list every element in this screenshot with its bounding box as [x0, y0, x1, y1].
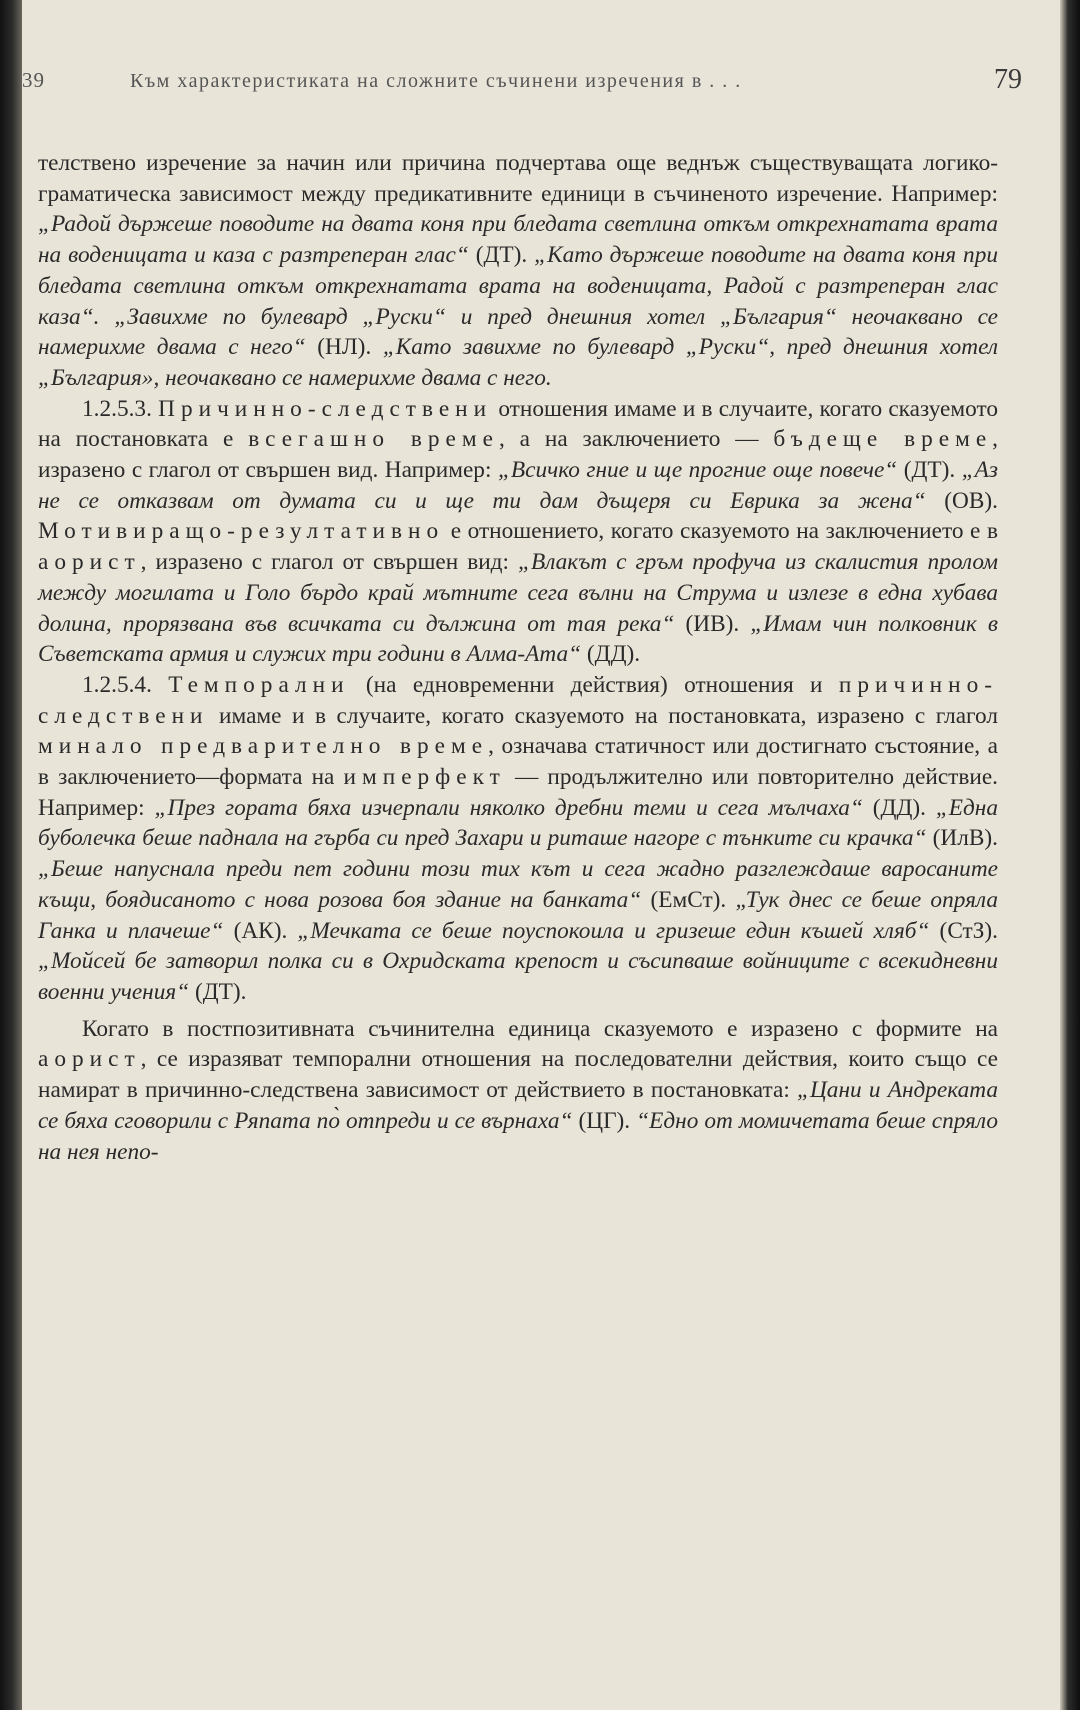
text-run: , означава статичност или достигнато състояние, а в заключението—формата на	[38, 733, 998, 791]
example-quote: „Цани и Андреката се бяха сговорили с Ряпата по̀ отпреди и се върнаха“	[38, 1077, 998, 1134]
text-run: е отношението, когато сказуемото на заключението е в	[444, 518, 998, 545]
paragraph-p2	[38, 394, 998, 670]
text-run: (ДД).	[862, 794, 936, 821]
spaced-term: Мотивиращо-резултативно	[38, 518, 445, 545]
text-run: (ДТ).	[897, 457, 962, 484]
text-run: 1.2.5.4.	[82, 671, 169, 698]
text-run: (ДТ).	[189, 978, 247, 1005]
text-run: (ЕмСт).	[641, 886, 736, 913]
text-run: отношения имаме и в случаите, когато сказуемото на постановката е	[38, 395, 998, 453]
text-run: , изразено с глагол от свършен вид. Например:	[38, 426, 998, 484]
text-run: — продължително или повторително действие. Например:	[38, 764, 998, 821]
text-run: имаме и в случаите, когато сказуемото на постановката, изразено с глагол	[208, 702, 998, 729]
text-run: , се изразяват темпорални отношения на последователни действия, които също се намират в причинно-следствена зависимост от действието в постановката:	[38, 1046, 998, 1104]
example-quote: „През гората бяха изчерпали няколко дребни теми и сега мълчаха“	[154, 794, 863, 821]
example-quote: „Аз не се отказвам от думата си и ще ти дам дъщеря си Еврика за жена“	[38, 457, 998, 514]
page-edge-shadow	[1060, 0, 1080, 1710]
text-run: (НЛ).	[305, 334, 383, 361]
spaced-term: всегашно време	[248, 426, 499, 453]
spaced-term: Темпорални	[168, 671, 350, 698]
example-quote: „Радой държеше поводите на двата коня при бледата светлина откъм открехнатата врата на воденицата и каза с разтреперан глас“	[38, 211, 998, 269]
example-quote: „Мойсей бе затворил полка си в Охридската крепост и съсипваше войниците с всекидневни военни учения“	[38, 948, 998, 1005]
spaced-term: минало предварително време	[38, 733, 489, 760]
text-run: , а на заключението —	[498, 426, 774, 453]
example-quote: „Беше напуснала преди пет години този тих кът и сега жадно разглеждаше варосаните къщи, боядисаното с нова розова боя здание на банката“	[38, 856, 998, 913]
spaced-term: аорист	[38, 1046, 141, 1073]
book-spine-shadow	[0, 0, 22, 1710]
spaced-term: Причинно-следствени	[158, 395, 493, 422]
page-number: 79	[994, 64, 1022, 95]
text-run: (ИлВ).	[926, 825, 998, 852]
paragraph-p4	[38, 1014, 998, 1168]
text-run: (ДТ).	[468, 242, 535, 269]
example-quote: „Като завихме по булевард „Руски“, пред днешния хотел „България», неочаквано се намерихме двама с него.	[38, 334, 998, 391]
example-quote: „Всичко гние и ще прогние още повече“	[497, 457, 898, 484]
example-quote: „Имам чин полковник в Съветската армия и служих три години в Алма-Ата“	[38, 610, 998, 668]
previous-page-number-fragment: 39	[22, 68, 45, 92]
running-header	[22, 64, 1022, 108]
example-quote: „Тук днес се беше опряла Ганка и плачеше“	[38, 886, 998, 944]
example-quote: “Едно от момичетата беше спряло на нея непо-	[38, 1107, 998, 1165]
text-run: (СтЗ).	[929, 917, 998, 944]
paragraph-p3	[38, 670, 998, 1008]
example-quote: „Като държеше поводите на двата коня при бледата светлина откъм открехнатата врата на воденицата, Радой с разтреперан глас каза“. „Завихме по булевард „Руски“ и пред днешния хотел „България“ неочаквано се намерихме двама с него“	[38, 242, 998, 361]
spaced-term: аорист	[38, 549, 141, 576]
body-text	[38, 148, 998, 1167]
spaced-term: бъдеще време	[773, 426, 993, 453]
example-quote: „Влакът с гръм профуча из скалистия пролом между могилата и Голо бърдо край мътните сега вълни на Струма и излезе в една хубава долина, прорязвана във всичката си дължина от тая река“	[38, 549, 998, 637]
text-run: (на едновременни действия) отношения и	[349, 671, 839, 698]
text-run: (АК).	[223, 917, 298, 944]
text-run: (ЦГ).	[572, 1107, 637, 1134]
text-run: (ОВ).	[925, 487, 999, 514]
example-quote: „Мечката се беше поуспокоила и гризеше един къшей хляб“	[297, 917, 930, 944]
paragraph-p1	[38, 148, 998, 394]
text-run: Когато в постпозитивната съчинителна единица сказуемото е изразено с формите на	[82, 1015, 998, 1042]
text-run: 1.2.5.3.	[82, 395, 159, 422]
text-run: телствено изречение за начин или причина подчертава още веднъж съществуващата логико-граматическа зависимост между предикативните единици в съчиненото изречение. Например:	[38, 150, 998, 207]
text-run: , изразено с глагол от свършен вид:	[140, 549, 519, 576]
spaced-term: причинно-следствени	[38, 671, 998, 729]
text-run: (ДД).	[581, 641, 641, 668]
spaced-term: имперфект	[343, 764, 506, 791]
running-title: Към характеристиката на сложните съчинени изречения в . . .	[130, 70, 742, 92]
example-quote: „Една буболечка беше паднала на гърба си пред Захари и риташе нагоре с тънките си крачка“	[38, 794, 998, 852]
text-run: (ИВ).	[674, 610, 751, 637]
